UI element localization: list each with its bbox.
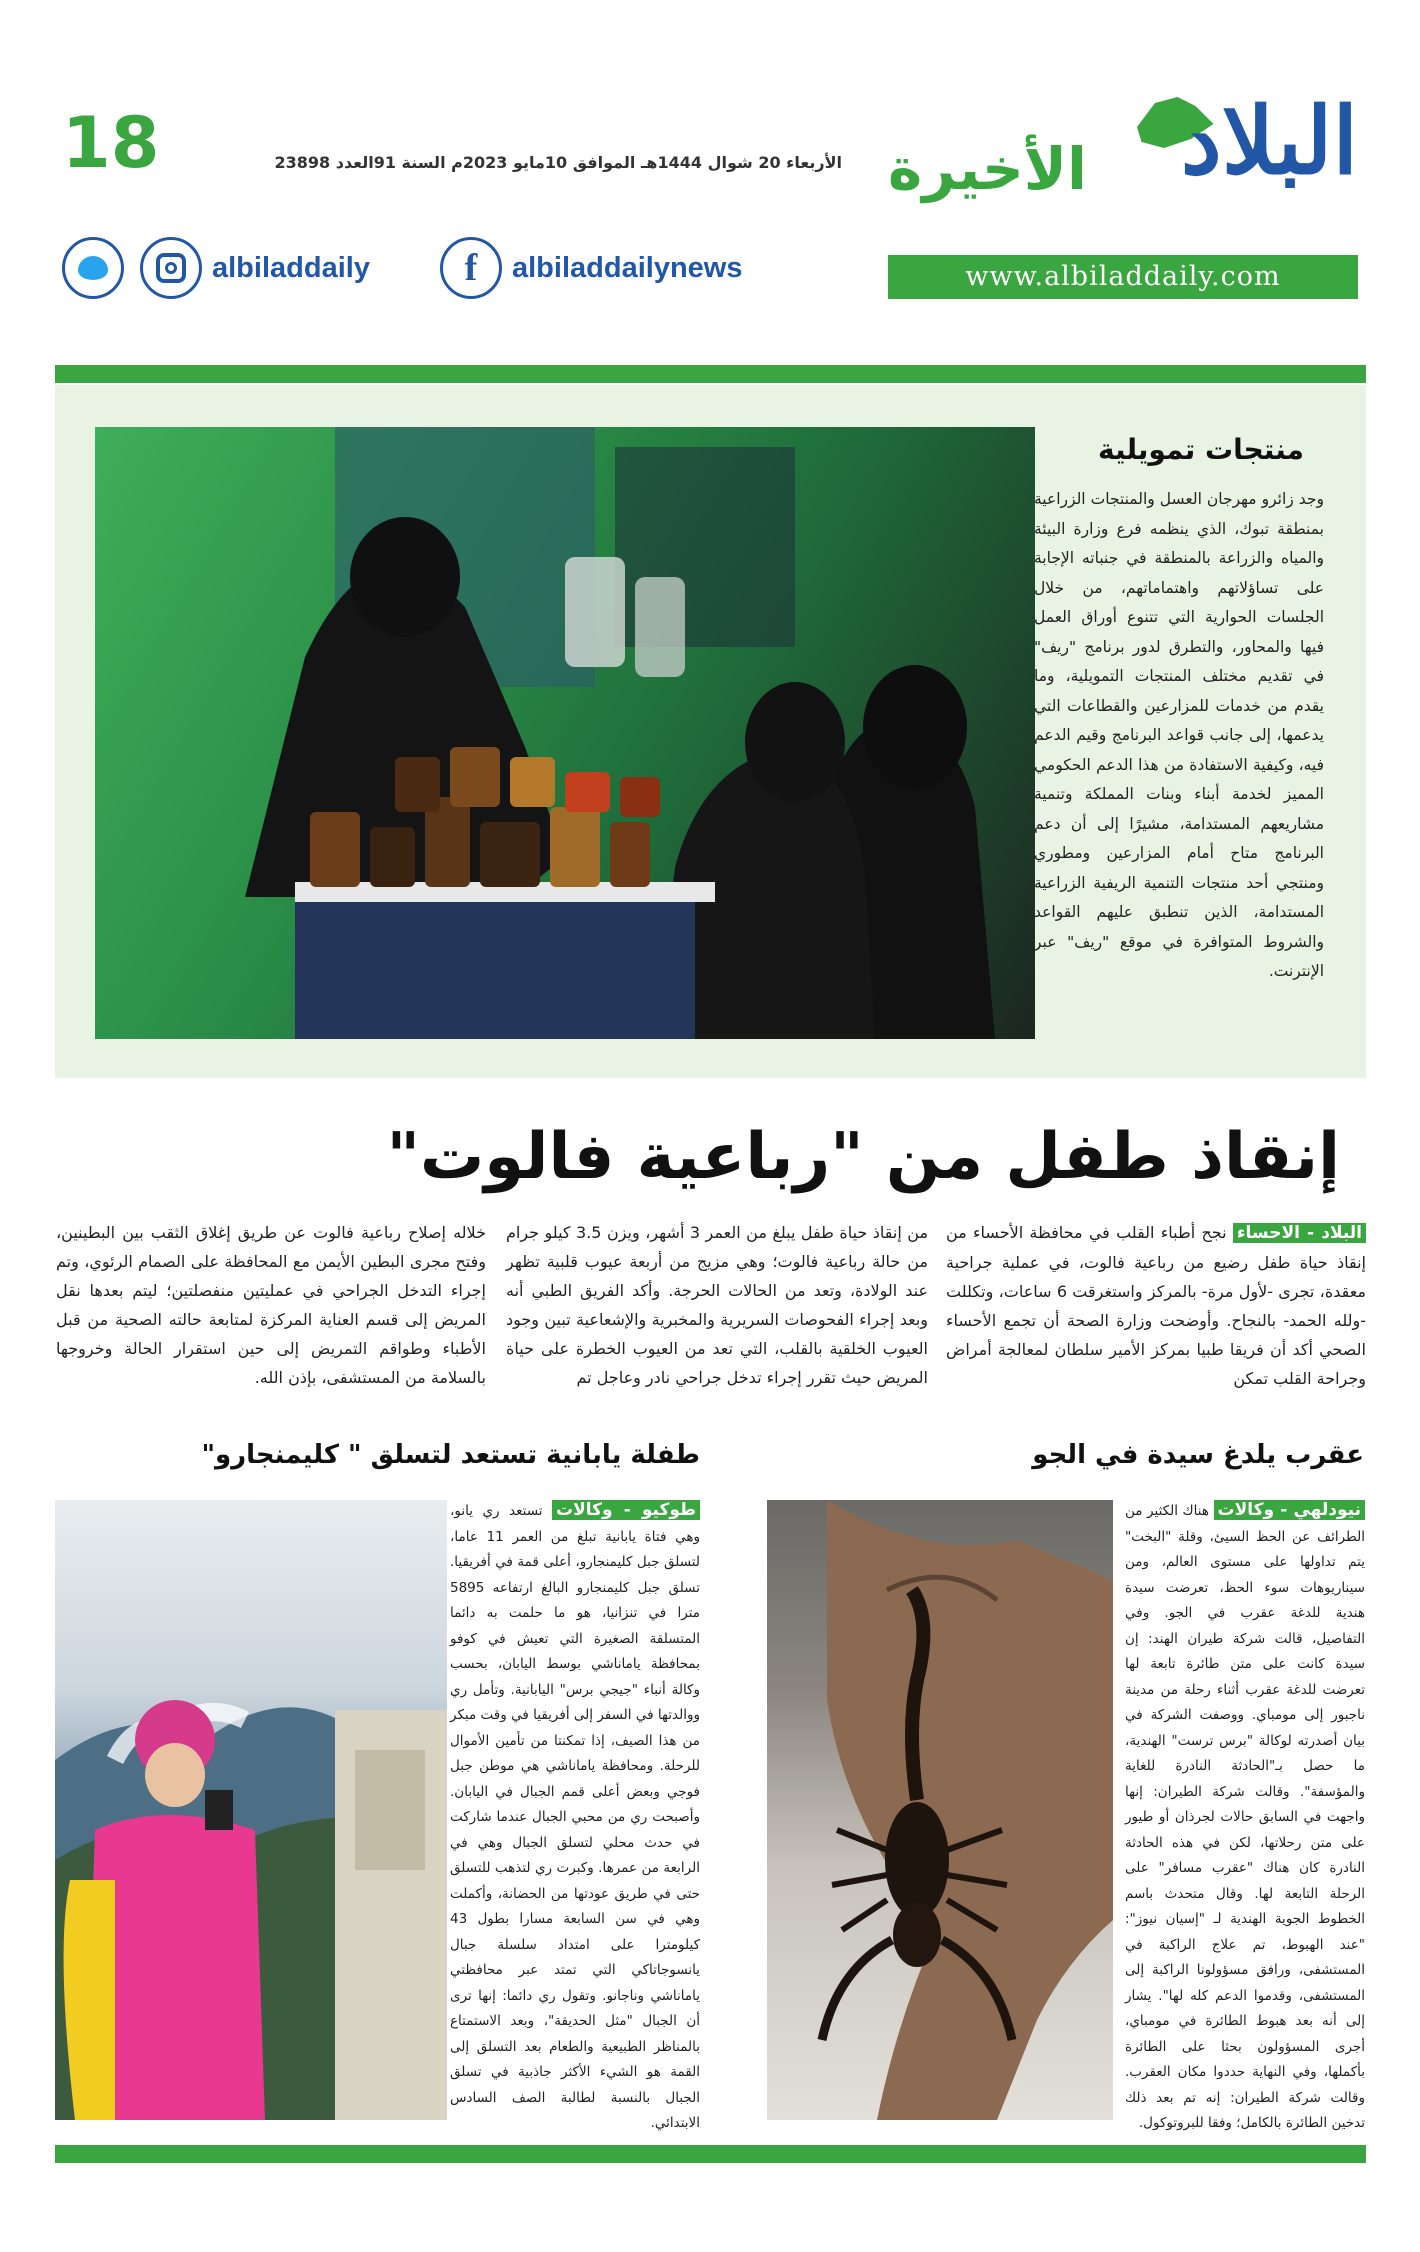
main-headline: إنقاذ طفل من "رباعية فالوت" xyxy=(386,1120,1340,1194)
girl-headline: طفلة يابانية تستعد لتسلق " كليمنجارو" xyxy=(201,1440,700,1470)
instagram-icon xyxy=(156,253,186,283)
bottom-divider xyxy=(55,2145,1366,2163)
main-story-body xyxy=(55,1218,1366,1408)
feature-section xyxy=(55,385,1366,1078)
main-story-column-1 xyxy=(946,1218,1366,1393)
main-story-col1-text: نجح أطباء القلب في محافظة الأحساء من إنقاذ حياة طفل رضيع من رباعية فالوت، في عملية جراحية معقدة، تجرى -لأول مرة- بالمركز واستغرقت 6 ساعات، وتكللت -ولله الحمد- بالنجاح. وأوضحت وزارة الصحة أن تجمع الأحساء الصحي أكد أن فريقا طبيا بمركز الأمير سلطان لمعالجة أمراض وجراحة القلب تمكن xyxy=(946,1223,1366,1388)
twitter-link[interactable] xyxy=(62,236,124,300)
instagram-link[interactable] xyxy=(140,236,370,300)
facebook-icon: f xyxy=(464,247,478,289)
mountain-climber-illustration xyxy=(55,1500,447,2120)
dateline: الأربعاء 20 شوال 1444هـ الموافق 10مايو 2023م السنة 91العدد 23898 xyxy=(274,153,842,172)
main-story-column-3: خلاله إصلاح رباعية فالوت عن طريق إغلاق الثقب بين البطينين، وفتح مجرى البطين الأيمن مع المحافظة على الصمام الرئوي، وتم إجراء التدخل الجراحي في عمليتين منفصلتين؛ ليتم بعدها نقل المريض إلى قسم العناية المركزة لمتابعة حالته الصحية من قبل الأطباء وطواقم التمريض إلى حين استقرار الحالة وخروجها بالسلامة من المستشفى، بإذن الله. xyxy=(56,1223,486,1387)
girl-mountain-photo xyxy=(55,1500,447,2120)
scorpion-story-tag: نيودلهي - وكالات xyxy=(1214,1500,1366,1520)
main-story-column-2: من إنقاذ حياة طفل يبلغ من العمر 3 أشهر، ويزن 3.5 كيلو جرام من حالة رباعية فالوت؛ وهي مزيج من أربعة عيوب قلبية تظهر عند الولادة، وتعد من الحالات الحرجة. وأكد الفريق الطبي أنه وبعد إجراء الفحوصات السريرية والمخبرية والإشعاعية تبين وجود العيوب الخلقية بالقلب، التي تعد من العيوب الخطرة على حياة المريض حيث تقرر إجراء تدخل جراحي نادر وعاجل تم xyxy=(506,1223,929,1387)
scorpion-illustration xyxy=(767,1500,1113,2120)
feature-title: منتجات تمويلية xyxy=(1098,433,1304,466)
instagram-handle: albiladdaily xyxy=(212,251,370,284)
feature-body: وجد زائرو مهرجان العسل والمنتجات الزراعية بمنطقة تبوك، الذي ينظمه فرع وزارة البيئة والمياه والزراعة بالمنطقة في جنباته الإجابة على تساؤلاتهم واهتماماتهم، من خلال الجلسات الحوارية التي تتنوع أوراق العمل فيها والمحاور، والتطرق لدور برنامج "ريف" في تقديم مختلف المنتجات التمويلية، وما يقدم من خدمات للمزارعين والقطاعات التي يدعمها، إلى جانب قواعد البرنامج وقيم الدعم فيه، وكيفية الاستفادة من هذا الدعم الحكومي المميز لخدمة أبناء وبنات المملكة وتنمية مشاريعهم المستدامة، مشيرًا إلى أن دعم البرنامج متاح أمام المزارعين ومطوري ومنتجي أحد منتجات التنمية الريفية الزراعية المستدامة، الذين تنطبق عليهم القواعد والشروط المتوافرة في موقع "ريف" عبر الإنترنت. xyxy=(1034,490,1324,980)
facebook-link[interactable] xyxy=(440,236,742,300)
feature-photo xyxy=(95,427,1035,1039)
logo-main-text: البلاد xyxy=(1180,87,1358,195)
market-scene-illustration xyxy=(95,427,1035,1039)
page-number: 18 xyxy=(62,102,160,184)
masthead-logo[interactable] xyxy=(888,85,1358,215)
twitter-icon xyxy=(78,256,108,280)
logo-sub-text: الأخيرة xyxy=(888,135,1087,203)
scorpion-headline: عقرب يلدغ سيدة في الجو xyxy=(1032,1440,1364,1470)
top-divider xyxy=(55,365,1366,383)
scorpion-story-text: هناك الكثير من الطرائف عن الحظ السيئ، وقلة "البخت" يتم تداولها على مستوى العالم، ومن سيناريوهات سوء الحظ، تعرضت سيدة هندية للدغة عقرب في الجو. وفي التفاصيل، قالت شركة طيران الهند: إن سيدة كانت على متن طائرة تابعة لها تعرضت للدغة عقرب أثناء رحلة من مدينة ناجبور إلى مومباي. ووصفت الشركة في بيان أصدرته لوكالة "برس ترست" الهندية، ما حصل بـ"الحادثة النادرة للغاية والمؤسفة". وقالت شركة الطيران: إنها واجهت في السابق حالات لجرذان أو طيور على متن رحلاتها، لكن في هذه الحادثة النادرة كان هناك "عقرب مسافر" على الرحلة التابعة لها. وقال متحدث باسم الخطوط الجوية الهندية لـ "إسيان نيوز": "عند الهبوط، تم علاج الراكبة في المستشفى، ورافق مسؤولونا الراكبة إلى المستشفى، وقدموا الدعم كله لها". يشار إلى أنه بعد هبوط الطائرة في مومباي، أجرى المسؤولون بحثا على الطائرة بأكملها، وفي النهاية حددوا مكان العقرب. وقالت شركة الطيران: إنه تم بعد ذلك تدخين الطائرة بالكامل؛ وفقا للبروتوكول. xyxy=(1125,1503,1365,2131)
website-link[interactable]: www.albiladdaily.com xyxy=(888,255,1358,299)
facebook-handle: albiladdailynews xyxy=(512,251,743,284)
girl-story-tag: طوكيو - وكالات xyxy=(552,1500,700,1520)
girl-story-text: تستعد ري يانو، وهي فتاة يابانية تبلغ من العمر 11 عاما، لتسلق جبل كليمنجارو، أعلى قمة في أفريقيا. تسلق جبل كليمنجارو البالغ ارتفاعه 5895 مترا في تنزانيا، هو ما حلمت به دائما المتسلقة الصغيرة التي تعيش في كوفو بمحافظة ياماناشي بوسط اليابان، بحسب وكالة أنباء "جيجي برس" اليابانية. وتأمل ري ووالدتها في السفر إلى أفريقيا في وقت مبكر من هذا الصيف، إذا تمكنتا من تأمين الأموال للرحلة. ومحافظة ياماناشي هي موطن جبل فوجي وبعض أعلى قمم الجبال في اليابان. وأصبحت ري من محبي الجبال عندما شاركت في حدث محلي لتسلق الجبال وهي في الرابعة من عمرها. وكبرت ري لتذهب للتسلق حتى في طريق عودتها من الحضانة، وأكملت وهي في سن السابعة مسارا بطول 43 كيلومترا على امتداد سلسلة جبال يانسوجاتاكي التي تمتد عبر محافظتي ياماناشي وناجانو. وتقول ري دائما: إنها ترى أن الجبال "مثل الحديقة"، وبعد الاستمتاع بالمناظر الطبيعية والطعام بعد التسلق إلى القمة هو الشيء الأكثر جاذبية في تسلق الجبال بالنسبة لطالبة الصف السادس الابتدائي. xyxy=(450,1503,700,2131)
scorpion-story-body xyxy=(1125,1498,1365,2137)
scorpion-photo xyxy=(767,1500,1113,2120)
main-story-tag: البلاد - الاحساء xyxy=(1233,1223,1366,1243)
girl-story-body xyxy=(450,1498,700,2137)
